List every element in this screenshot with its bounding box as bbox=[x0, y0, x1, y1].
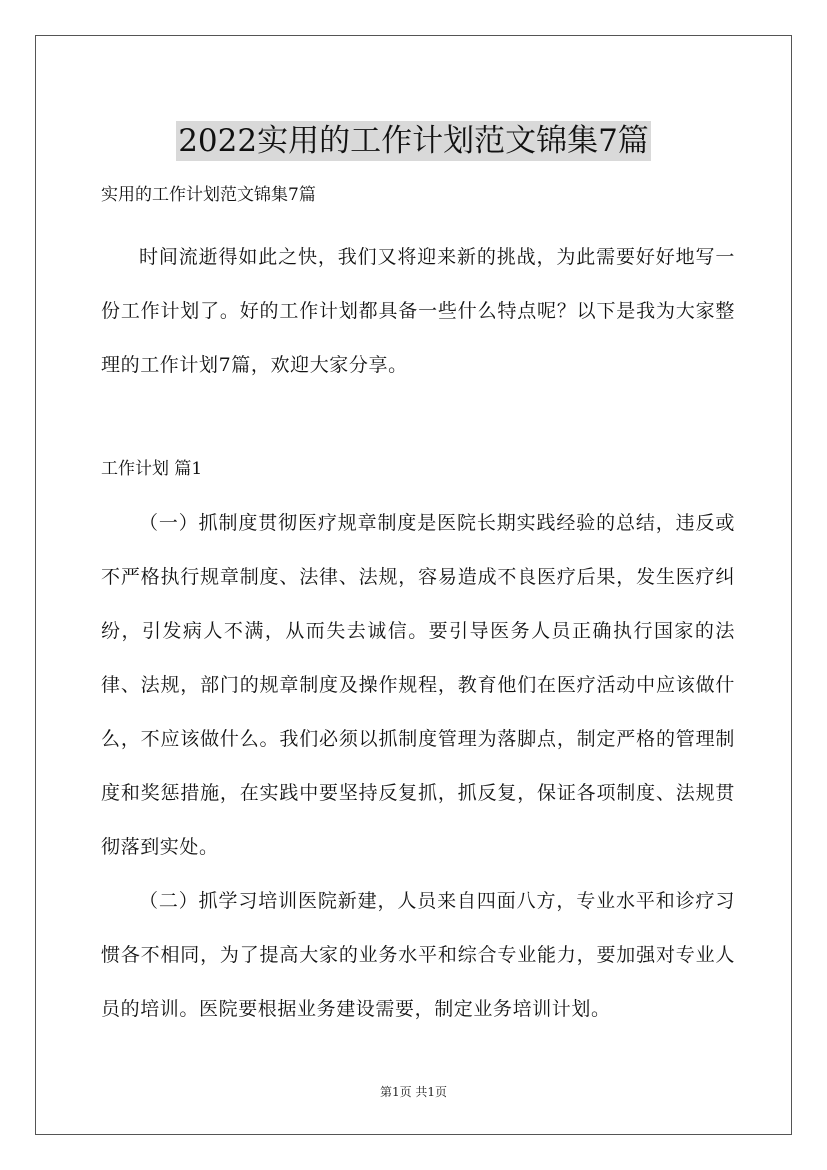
section-heading: 工作计划 篇1 bbox=[101, 459, 203, 479]
page-footer: 第1页 共1页 bbox=[379, 1085, 448, 1099]
document-title: 2022实用的工作计划范文锦集7篇 bbox=[178, 122, 649, 159]
body-paragraph-1: （一）抓制度贯彻医疗规章制度是医院长期实践经验的总结，违反或不严格执行规章制度、法律、法规，容易造成不良医疗后果，发生医疗纠纷，引发病人不满，从而失去诚信。要引导医务人员正确执行国家的法律、法规，部门的规章制度及操作规程，教育他们在医疗活动中应该做什么，不应该做什么。我们必须以抓制度管理为落脚点，制定严格的管理制度和奖惩措施，在实践中要坚持反复抓，抓反复，保证各项制度、法规贯彻落到实处。 bbox=[101, 512, 735, 858]
intro-paragraph: 时间流逝得如此之快，我们又将迎来新的挑战，为此需要好好地写一份工作计划了。好的工作计划都具备一些什么特点呢？以下是我为大家整理的工作计划7篇，欢迎大家分享。 bbox=[101, 246, 735, 376]
document-body bbox=[101, 176, 735, 1036]
title-area bbox=[0, 100, 827, 182]
document-subtitle: 实用的工作计划范文锦集7篇 bbox=[101, 185, 316, 205]
body-paragraph-2: （二）抓学习培训医院新建，人员来自四面八方，专业水平和诊疗习惯各不相同，为了提高大家的业务水平和综合专业能力，要加强对专业人员的培训。医院要根据业务建设需要，制定业务培训计划。 bbox=[101, 890, 735, 1020]
